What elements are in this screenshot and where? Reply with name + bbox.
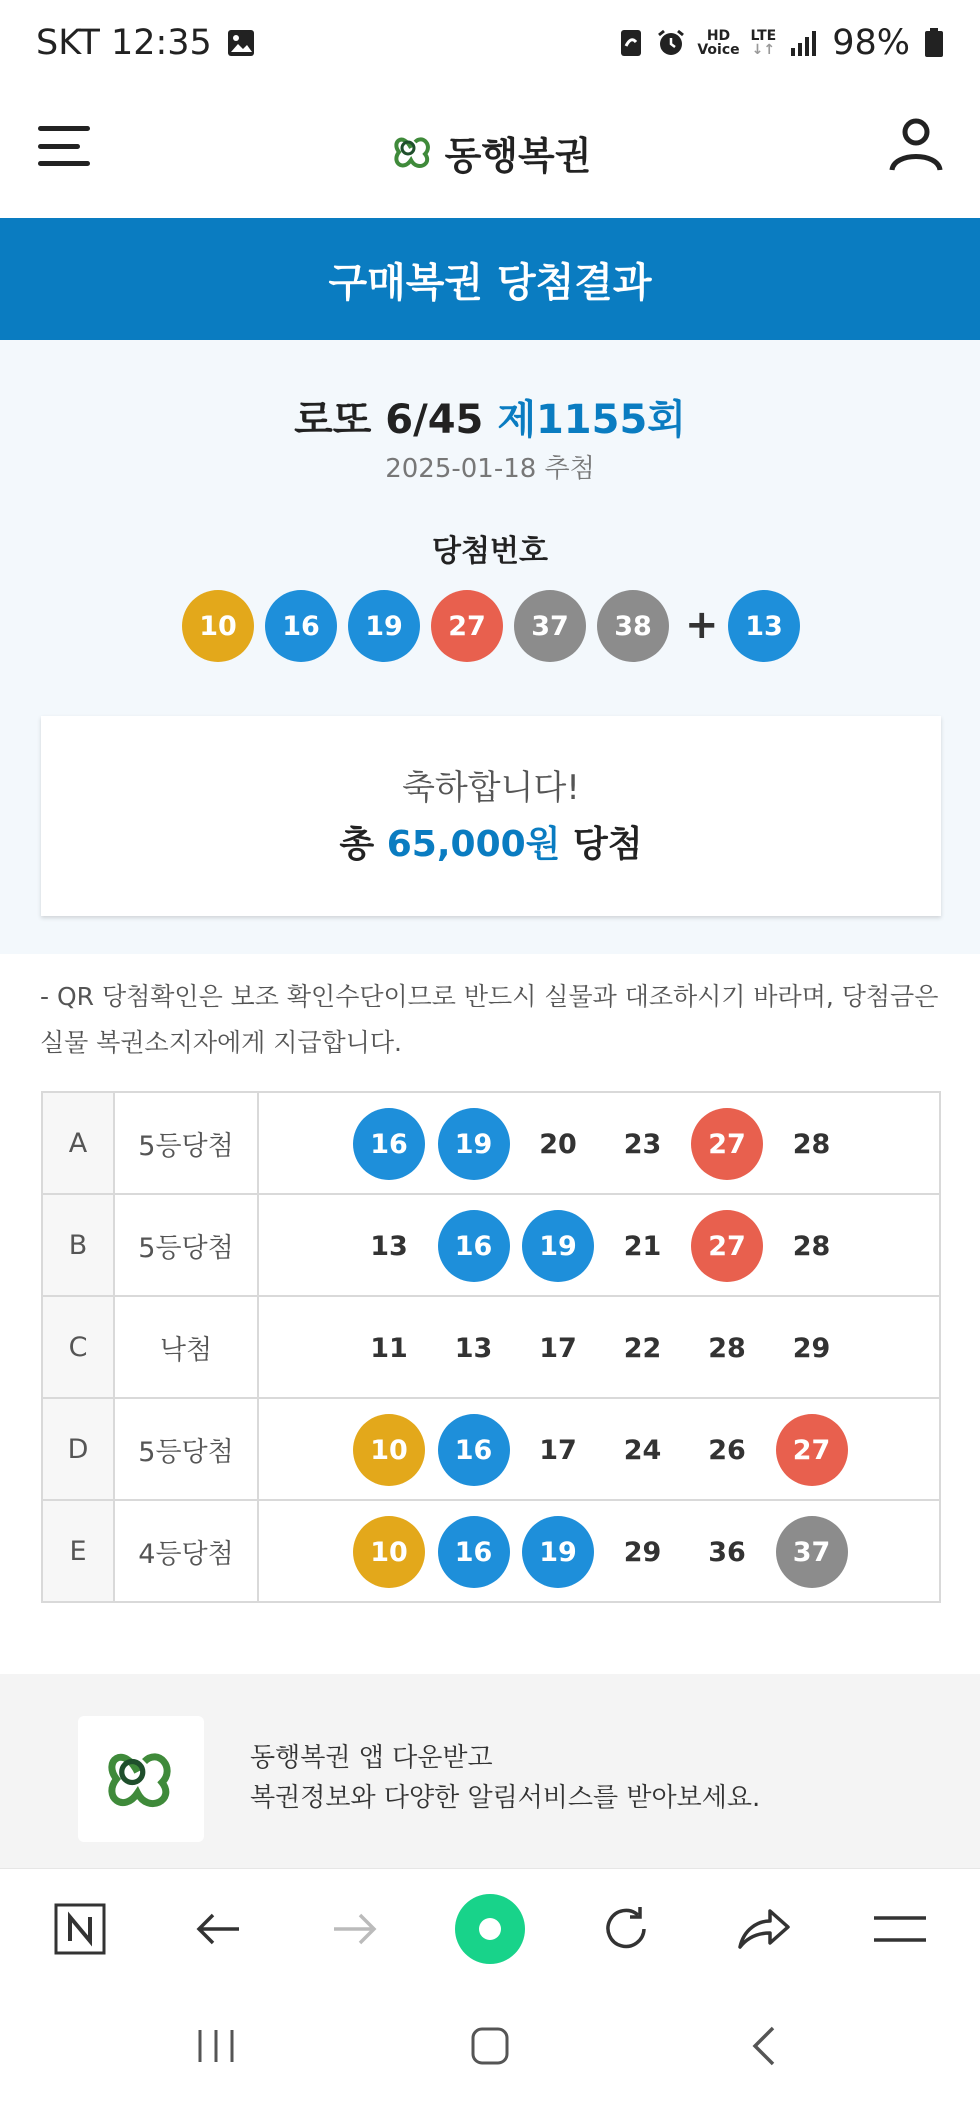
browser-toolbar [0, 1868, 980, 1988]
game-label: A [42, 1092, 114, 1194]
site-logo[interactable] [389, 125, 592, 180]
numbers-cell [258, 1092, 940, 1194]
bonus-ball: 13 [728, 590, 800, 662]
table-row [42, 1500, 940, 1602]
matched-number-ball: 19 [522, 1516, 594, 1588]
forward-arrow-icon[interactable] [323, 1897, 387, 1961]
numbers-cell [258, 1296, 940, 1398]
draw-title [0, 388, 980, 445]
battery-icon [924, 28, 944, 58]
logo-text: 동행복권 [444, 133, 592, 178]
promo-line-2: 복권정보와 다양한 알림서비스를 받아보세요. [250, 1783, 761, 1813]
ticket-number: 36 [708, 1536, 746, 1568]
ticket-number: 23 [623, 1128, 662, 1160]
numbers-cell [258, 1398, 940, 1500]
game-label: C [42, 1296, 114, 1398]
matched-number-ball: 16 [438, 1516, 510, 1588]
app-header [0, 86, 980, 218]
ticket-number: 26 [708, 1434, 746, 1466]
matched-number-ball: 10 [353, 1414, 425, 1486]
status-left [36, 23, 256, 63]
back-arrow-icon[interactable] [186, 1897, 250, 1961]
ticket-number: 17 [539, 1434, 577, 1466]
ticket-number: 22 [623, 1332, 662, 1364]
app-logo-icon [78, 1716, 204, 1842]
winning-ball: 16 [265, 590, 337, 662]
home-icon[interactable] [460, 2016, 520, 2076]
user-profile-icon[interactable] [886, 114, 946, 174]
winning-ball: 37 [514, 590, 586, 662]
congrats-card [41, 716, 941, 916]
matched-number-ball: 27 [776, 1414, 848, 1486]
numbers-cell [258, 1500, 940, 1602]
ticket-number: 11 [370, 1332, 408, 1364]
plus-sign: + [685, 602, 719, 648]
game-name: 로또 6/45 [294, 397, 484, 443]
status-right [620, 23, 944, 63]
battery-percent: 98% [832, 23, 910, 63]
winning-ball: 19 [348, 590, 420, 662]
matched-number-ball: 19 [522, 1210, 594, 1282]
ticket-number: 29 [792, 1332, 831, 1364]
winning-ball: 10 [182, 590, 254, 662]
alarm-icon [656, 28, 686, 58]
table-row [42, 1398, 940, 1500]
matched-number-ball: 10 [353, 1516, 425, 1588]
game-label: B [42, 1194, 114, 1296]
carrier-time: SKT 12:35 [36, 23, 212, 63]
status-bar [0, 0, 980, 86]
table-row [42, 1296, 940, 1398]
ticket-number: 29 [623, 1536, 662, 1568]
congrats-message: 축하합니다! [402, 768, 580, 808]
ticket-number: 28 [708, 1332, 746, 1364]
menu-icon[interactable] [868, 1897, 932, 1961]
ticket-number: 17 [539, 1332, 577, 1364]
promo-text [250, 1738, 760, 1818]
recent-apps-icon[interactable] [186, 2016, 246, 2076]
clover-logo-icon [389, 128, 437, 176]
page-title: 구매복권 당첨결과 [328, 259, 652, 306]
rank-label: 5등당첨 [114, 1398, 258, 1500]
numbers-cell [258, 1194, 940, 1296]
matched-number-ball: 16 [438, 1414, 510, 1486]
game-label: E [42, 1500, 114, 1602]
matched-number-ball: 37 [776, 1516, 848, 1588]
total-prize [41, 816, 941, 867]
rank-label: 4등당첨 [114, 1500, 258, 1602]
ticket-number: 24 [623, 1434, 662, 1466]
title-banner [0, 218, 980, 340]
winning-numbers [0, 590, 980, 662]
naver-home-icon[interactable] [48, 1897, 112, 1961]
ticket-number: 28 [792, 1230, 831, 1262]
winning-ball: 27 [431, 590, 503, 662]
messenger-icon [620, 28, 642, 58]
ticket-number: 28 [792, 1128, 831, 1160]
total-suffix: 당첨 [573, 824, 643, 865]
total-prefix: 총 [339, 824, 375, 865]
reload-icon[interactable] [594, 1897, 658, 1961]
green-dot-icon[interactable] [454, 1893, 526, 1965]
share-icon[interactable] [732, 1897, 796, 1961]
signal-icon [790, 29, 818, 57]
table-row [42, 1092, 940, 1194]
back-icon[interactable] [734, 2016, 794, 2076]
hd-voice-icon: HD Voice [697, 28, 740, 58]
rank-label: 5등당첨 [114, 1194, 258, 1296]
qr-notice: - QR 당첨확인은 보조 확인수단이므로 반드시 실물과 대조하시기 바라며, 당첨금은 실물 복권소지자에게 지급합니다. [40, 982, 939, 1057]
winning-numbers-label: 당첨번호 [432, 534, 548, 569]
android-nav-bar [0, 1988, 980, 2101]
draw-date: 2025-01-18 추첨 [385, 454, 595, 484]
matched-number-ball: 27 [691, 1210, 763, 1282]
data-arrows-icon: ↓↑ [751, 42, 776, 58]
ticket-number: 13 [454, 1332, 493, 1364]
hamburger-menu-icon[interactable] [38, 122, 90, 170]
matched-number-ball: 16 [353, 1108, 425, 1180]
app-promo-banner[interactable] [0, 1674, 980, 1868]
gallery-icon [226, 28, 256, 58]
ticket-number: 20 [539, 1128, 577, 1160]
lte-label: LTE [750, 28, 777, 44]
promo-line-1: 동행복권 앱 다운받고 [250, 1743, 493, 1773]
ticket-number: 13 [370, 1230, 408, 1262]
rank-label: 낙첨 [114, 1296, 258, 1398]
winning-ball: 38 [597, 590, 669, 662]
matched-number-ball: 19 [438, 1108, 510, 1180]
lte-icon [750, 29, 776, 57]
rank-label: 5등당첨 [114, 1092, 258, 1194]
game-label: D [42, 1398, 114, 1500]
ticket-number: 21 [623, 1230, 662, 1262]
draw-round: 제1155회 [497, 397, 686, 443]
matched-number-ball: 27 [691, 1108, 763, 1180]
prize-amount: 65,000원 [386, 824, 561, 865]
table-row [42, 1194, 940, 1296]
matched-number-ball: 16 [438, 1210, 510, 1282]
ticket-table [41, 1091, 941, 1603]
result-area [0, 340, 980, 954]
